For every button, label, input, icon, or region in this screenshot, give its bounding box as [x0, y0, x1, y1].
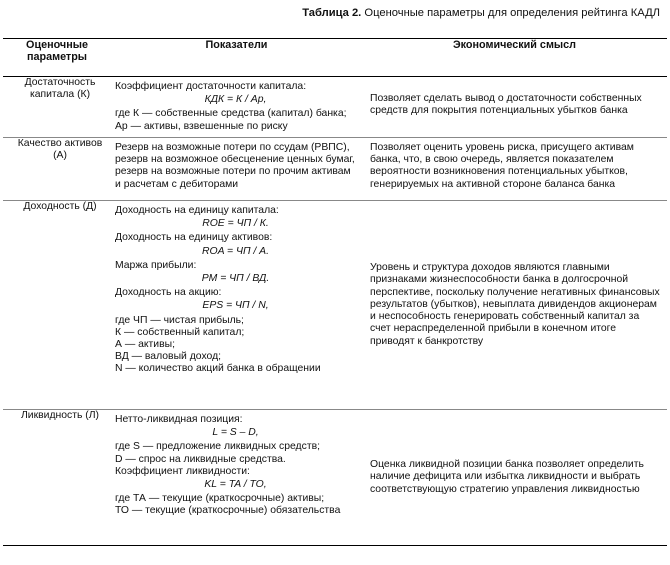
indicator-label: Доходность на единицу капитала: [115, 205, 279, 216]
param-assets: Качество активов (А) [17, 138, 103, 162]
header-indicators: Показатели [205, 39, 268, 51]
indicators-capital [111, 77, 362, 138]
header-meaning: Экономический смысл [452, 39, 577, 51]
param-profit: Доходность (Д) [23, 201, 97, 212]
where-line: где ЧП — чистая прибыль; [115, 314, 244, 326]
indicator-label: Маржа прибыли: [115, 259, 197, 271]
formula-roa: ROA = ЧП / А. [202, 245, 269, 257]
formula-kl: KL = TA / TO, [204, 479, 267, 491]
table-row-assets [3, 138, 667, 201]
formula-pm: PM = ЧП / ВД. [201, 273, 270, 285]
table-row-profit [3, 201, 667, 410]
caption-text: Оценочные параметры для определения рейтинга КАДЛ [364, 7, 660, 19]
header-param: Оценочные параметры [26, 39, 88, 64]
param-liquidity: Ликвидность (Л) [20, 410, 100, 421]
where-line: где S — предложение ликвидных средств; [115, 441, 320, 453]
where-line: где ТА — текущие (краткосрочные) активы; [115, 493, 325, 505]
kadl-table [3, 38, 667, 546]
caption-label: Таблица 2. [302, 7, 362, 19]
where-line: ВД — валовый доход; [115, 351, 222, 363]
indicator-label: Нетто-ликвидная позиция: [115, 414, 243, 425]
where-line: D — спрос на ликвидные средства. [115, 453, 286, 465]
formula-kdk: КДК = К / Ар, [204, 94, 267, 106]
param-capital: Достаточность капитала (К) [24, 77, 96, 101]
formula-roe: ROE = ЧП / К. [202, 218, 269, 230]
indicator-label: Доходность на единицу активов: [115, 232, 273, 244]
where-line: N — количество акций банка в обращении [115, 363, 321, 375]
indicators-assets: Резерв на возможные потери по ссудам (РВПС), резерв на возможное обесценение ценных бумаг, резерв на возможные потери по прочим активам и расчетам с дебиторами [115, 142, 355, 190]
indicators-liquidity [111, 410, 362, 546]
indicator-label: Коэффициент достаточности капитала: [115, 81, 307, 92]
table-row-liquidity [3, 410, 667, 546]
where-line: А — активы; [115, 339, 175, 351]
meaning-assets: Позволяет оценить уровень риска, присущего активам банка, что, в свою очередь, является показателем вероятности возникновения потенциальных убытков, генерируемых на активной стороне баланса банка [370, 142, 634, 190]
header-row [3, 39, 667, 77]
meaning-liquidity: Оценка ликвидной позиции банка позволяет определить наличие дефицита или избытка ликвидности и выбрать соответствующую стратегию управления ликвидностью [370, 459, 644, 495]
formula-eps: EPS = ЧП / N, [202, 300, 269, 312]
indicator-label: Доходность на акцию: [115, 287, 222, 299]
where-line: где К — собственные средства (капитал) банка; [115, 108, 347, 120]
where-line: Ар — активы, взвешенные по риску [115, 120, 288, 132]
table-row-capital [3, 77, 667, 138]
where-line: К — собственный капитал; [115, 326, 245, 338]
indicators-profit [111, 201, 362, 410]
indicator-label: Коэффициент ликвидности: [115, 465, 250, 477]
formula-l: L = S – D, [212, 427, 259, 439]
where-line: ТО — текущие (краткосрочные) обязательства [115, 505, 341, 517]
meaning-capital: Позволяет сделать вывод о достаточности собственных средств для покрытия потенциальных убытков банка [370, 93, 642, 117]
meaning-profit: Уровень и структура доходов являются главными признаками жизнеспособности банка в долгосрочной перспективе, поскольку получение негативных финансовых результатов (убытков), невыплата дивидендов акционерам и неспособность генерировать собственный капитал за счет нераспределенной прибыли в конечном итоге приводят к банкротству [370, 262, 660, 347]
table-caption [302, 6, 660, 20]
